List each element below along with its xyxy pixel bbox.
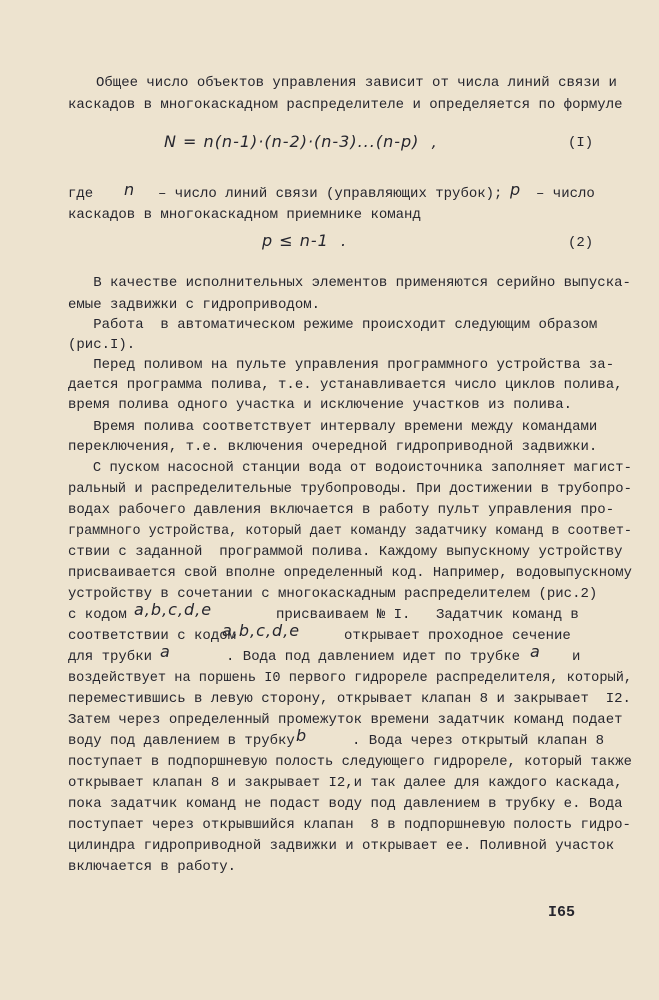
formula-2-number: (2) <box>568 235 594 251</box>
tube-symbol: a <box>160 642 171 661</box>
code-letters: a,b,c,d,e <box>134 600 213 619</box>
text-line: емые задвижки с гидроприводом. <box>68 297 321 313</box>
text-line: для трубки <box>68 649 153 665</box>
text-line: с кодом <box>68 607 127 623</box>
text-line: пока задатчик команд не подаст воду под давлением в трубку е. Вода <box>68 796 623 812</box>
where-label: где <box>68 186 94 202</box>
text-line: устройству в сочетании с многокаскадным распределителем (рис.2) <box>68 586 598 602</box>
text-line: переключения, т.е. включения очередной гидроприводной задвижки. <box>68 439 598 455</box>
text-line: присваивается свой вполне определенный код. Например, водовыпускному <box>68 565 632 581</box>
text-line: открывает клапан 8 и закрывает I2,и так далее для каждого каскада, <box>68 775 623 791</box>
code-letters: a,b,c,d,e <box>222 621 301 640</box>
text-line: ствии с заданной программой полива. Каждому выпускному устройству <box>68 544 623 560</box>
text-line: присваиваем № I. <box>276 607 411 623</box>
text-line: переместившись в левую сторону, открывает клапан 8 и закрывает I2. <box>68 691 631 707</box>
text-line: включается в работу. <box>68 859 237 875</box>
text-line: водах рабочего давления включается в работу пульт управления про- <box>68 502 615 518</box>
formula-2: p ≤ n-1 . <box>262 231 348 250</box>
text-line: . Вода через открытый клапан 8 <box>352 733 605 749</box>
text-line: время полива одного участка и исключение участков из полива. <box>68 397 573 413</box>
text-line: граммного устройства, который дает команду задатчику команд в соответ- <box>68 523 632 539</box>
text-line: соответствии с кодом <box>68 628 237 644</box>
text-line: ральный и распределительные трубопроводы. При достижении в трубопро- <box>68 481 632 497</box>
p-symbol: p <box>510 180 522 199</box>
text-line: цилиндра гидроприводной задвижки и открывает ее. Поливной участок <box>68 838 615 854</box>
text-line: поступает в подпоршневую полость следующего гидрореле, который также <box>68 754 632 770</box>
tube-symbol: a <box>530 642 541 661</box>
text-line: Перед поливом на пульте управления программного устройства за- <box>68 357 615 373</box>
text-line: Задатчик команд в <box>436 607 579 623</box>
text-line: каскадов в многокаскадном приемнике команд <box>68 207 421 223</box>
text-line: . Вода под давлением идет по трубке <box>226 649 521 665</box>
text-line: открывает проходное сечение <box>344 628 571 644</box>
text-line: Работа в автоматическом режиме происходит следующим образом <box>68 317 598 333</box>
text-line: каскадов в многокаскадном распределителе и определяется по формуле <box>68 97 623 113</box>
text-line: дается программа полива, т.е. устанавливается число циклов полива, <box>68 377 623 393</box>
page-number: I65 <box>548 904 576 921</box>
p-description: – число <box>536 186 595 202</box>
text-line: Общее число объектов управления зависит от числа линий связи и <box>96 75 617 91</box>
text-line: поступает через открывшийся клапан 8 в подпоршневую полость гидро- <box>68 817 631 833</box>
text-line: Затем через определенный промежуток времени задатчик команд подает <box>68 712 623 728</box>
formula-1-number: (I) <box>568 135 594 151</box>
n-description: – число линий связи (управляющих трубок); <box>158 186 503 202</box>
text-line: воду под давлением в трубку <box>68 733 295 749</box>
text-line: и <box>572 649 581 665</box>
tube-symbol: b <box>296 726 308 745</box>
formula-1: N = n(n-1)·(n-2)·(n-3)...(n-p) , <box>164 132 438 151</box>
text-line: В качестве исполнительных элементов применяются серийно выпуска- <box>68 275 631 291</box>
text-line: Время полива соответствует интервалу времени между командами <box>68 419 598 435</box>
n-symbol: n <box>124 180 136 199</box>
text-line: воздействует на поршень I0 первого гидрореле распределителя, который, <box>68 670 633 686</box>
text-line: С пуском насосной станции вода от водоисточника заполняет магист- <box>68 460 632 476</box>
text-line: (рис.I). <box>68 337 136 353</box>
